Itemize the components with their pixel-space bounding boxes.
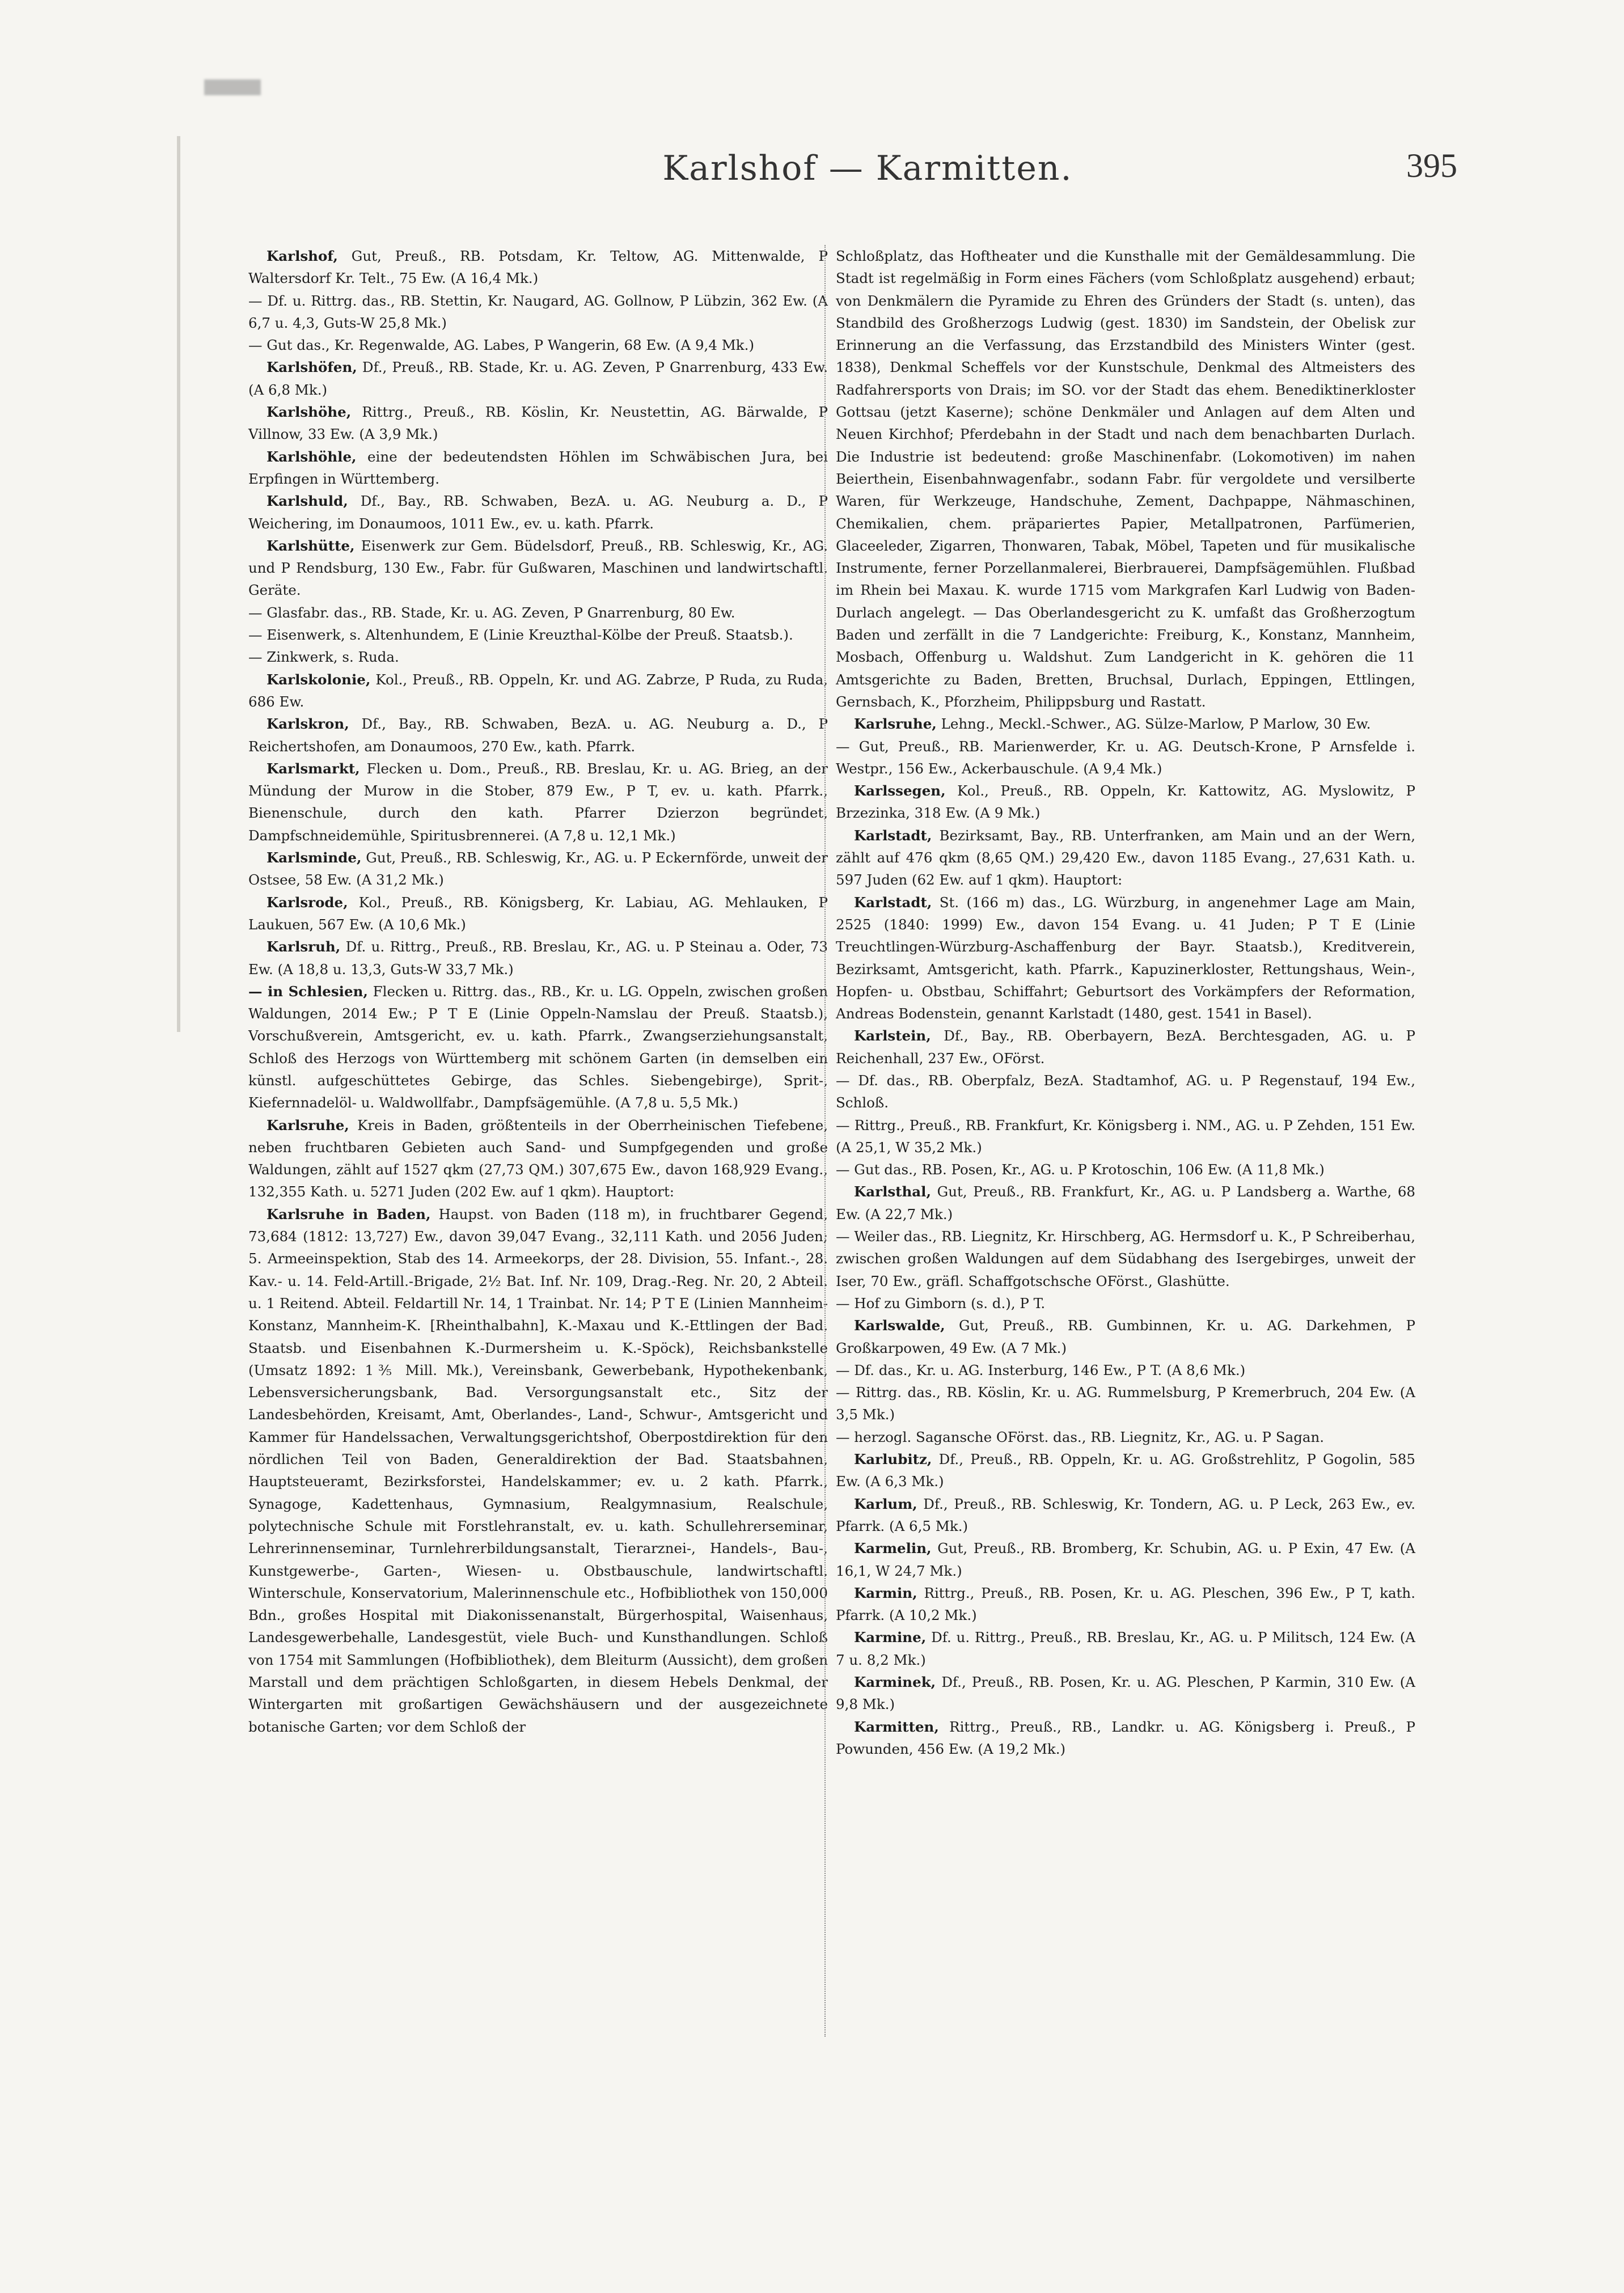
entry-text: Df., Bay., RB. Schwaben, BezA. u. AG. Neuburg a. D., P Weichering, im Donaumoos, 1011 Ew., ev. u. kath. Pfarrk. <box>248 493 828 532</box>
entry-text: — Gut, Preuß., RB. Marienwerder, Kr. u. AG. Deutsch-Krone, P Arnsfelde i. Westpr., 156 Ew., Ackerbauschule. (A 9,4 Mk.) <box>836 738 1415 777</box>
entry-headword: Karlsruhe, <box>854 716 937 733</box>
gazetteer-entry <box>248 1114 828 1203</box>
entry-text: — Rittrg., Preuß., RB. Frankfurt, Kr. Königsberg i. NM., AG. u. P Zehden, 151 Ew. (A 25,1, W 35,2 Mk.) <box>836 1116 1415 1156</box>
entry-text: — herzogl. Sagansche OFörst. das., RB. Liegnitz, Kr., AG. u. P Sagan. <box>836 1428 1325 1445</box>
column-divider <box>824 245 826 2037</box>
gazetteer-entry <box>836 1582 1415 1627</box>
entry-text: Df. u. Rittrg., Preuß., RB. Breslau, Kr., AG. u. P Militsch, 124 Ew. (A 7 u. 8,2 Mk.) <box>836 1629 1415 1668</box>
entry-headword: Karlswalde, <box>854 1317 945 1334</box>
gazetteer-entry <box>248 847 828 891</box>
entry-headword: Karminek, <box>854 1674 936 1690</box>
entry-headword: Karlssegen, <box>854 782 946 799</box>
entry-headword: Karmitten, <box>854 1718 939 1735</box>
entry-headword: Karlsruh, <box>267 938 341 955</box>
entry-headword: — in Schlesien, <box>248 983 368 1000</box>
right-column <box>836 245 1415 1760</box>
entry-text: — Weiler das., RB. Liegnitz, Kr. Hirschberg, AG. Hermsdorf u. K., P Schreiberhau, zwischen großen Waldungen auf dem Südabhang des Isergebirges, unweit der Iser, 70 Ew., gräfl. Schaffgotschsche OFörst., Glashütte. <box>836 1228 1415 1289</box>
entry-text: Haupst. von Baden (118 m), in fruchtbarer Gegend, 73,684 (1812: 13,727) Ew., davon 39,047 Evang., 32,111 Kath. und 2056 Juden; 5. Armeeinspektion, Stab des 14. Armeekorps, der 28. Division, 55. Infant.-, 28. Kav.- u. 14. Feld-Artill.-Brigade, 2½ Bat. Inf. Nr. 109, Drag.-Reg. Nr. 20, 2 Abteil. u. 1 Reitend. Abteil. Feldartill Nr. 14, 1 Trainbat. Nr. 14; P T E (Linien Mannheim-Konstanz, Mannheim-K. [Rheinthalbahn], K.-Maxau und K.-Ettlingen der Bad. Staatsb. und Eisenbahnen K.-Durmersheim u. K.-Spöck), Reichsbankstelle (Umsatz 1892: 1⅗ Mill. Mk.), Vereinsbank, Gewerbebank, Hypothekenbank, Lebensversicherungsbank, Bad. Versorgungsanstalt etc., Sitz der Landesbehörden, Kreisamt, Amt, Oberlandes-, Land-, Schwur-, Amtsgericht und Kammer für Handelssachen, Verwaltungsgerichtshof, Oberpostdirektion für den nördlichen Teil von Baden, Generaldirektion der Bad. Staatsbahnen, Hauptsteueramt, Bezirksforstei, Handelskammer; ev. u. 2 kath. Pfarrk., Synagoge, Kadettenhaus, Gymnasium, Realgymnasium, Realschule, polytechnische Schule mit Forstlehranstalt, ev. u. kath. Schullehrerseminar, Lehrerinnenseminar, Turnlehrerbildungsanstalt, Tierarznei-, Handels-, Bau-, Kunstgewerbe-, Garten-, Wiesen- u. Obstbauschule, landwirtschaftl. Winterschule, Konservatorium, Malerinnenschule etc., Hofbibliothek von 150,000 Bdn., großes Hospital mit Diakonissenanstalt, Bürgerhospital, Waisenhaus, Landesgewerbehalle, Landesgestüt, viele Buch- und Kunsthandlungen. Schloß von 1754 mit Sammlungen (Hofbibliothek), dem Bleiturm (Aussicht), dem großen Marstall und dem prächtigen Schloßgarten, in diesem Hebels Denkmal, der Wintergarten mit großartigen Gewächshäusern und der ausgezeichnete botanische Garten; vor dem Schloß der <box>248 1205 828 1735</box>
gazetteer-entry <box>248 891 828 936</box>
entry-text: Flecken u. Rittrg. das., RB., Kr. u. LG. Oppeln, zwischen großen Waldungen, 2014 Ew.; P T E (Linie Oppeln-Namslau der Preuß. Staatsb.), Vorschußverein, Amtsgericht, ev. u. kath. Pfarrk., Zwangserziehungsanstalt, Schloß des Herzogs von Württemberg mit schönem Garten (in demselben ein künstl. aufgeschüttetes Gebirge, das Schles. Siebengebirge), Sprit-, Kiefernnadelöl- u. Waldwollfabr., Dampfsägemühle. (A 7,8 u. 5,5 Mk.) <box>248 983 828 1111</box>
entry-text: Gut, Preuß., RB. Gumbinnen, Kr. u. AG. Darkehmen, P Großkarpowen, 49 Ew. (A 7 Mk.) <box>836 1317 1415 1356</box>
entry-text: Df., Preuß., RB. Schleswig, Kr. Tondern, AG. u. P Leck, 263 Ew., ev. Pfarrk. (A 6,5 Mk.) <box>836 1495 1415 1534</box>
gazetteer-entry <box>248 535 828 602</box>
gazetteer-entry <box>836 1314 1415 1359</box>
gazetteer-entry <box>248 1203 828 1738</box>
gazetteer-entry <box>836 1181 1415 1225</box>
entry-text: Bezirksamt, Bay., RB. Unterfranken, am Main und an der Wern, zählt auf 476 qkm (8,65 QM.) 29,420 Ew., davon 1185 Evang., 27,631 Kath. u. 597 Juden (62 Ew. auf 1 qkm). Hauptort: <box>836 827 1415 889</box>
scan-smudge <box>204 79 261 95</box>
entry-headword: Karlsrode, <box>267 894 348 911</box>
entry-text: St. (166 m) das., LG. Würzburg, in angenehmer Lage am Main, 2525 (1840: 1999) Ew., davon 154 Evang. u. 41 Juden; P T E (Linie Treuchtlingen-Würzburg-Aschaffenburg der Bayr. Staatsb.), Kreditverein, Bezirksamt, Amtsgericht, kath. Pfarrk., Kapuzinerkloster, Rettungshaus, Wein-, Hopfen- u. Obstbau, Schiffahrt; Geburtsort des Vorkämpfers der Reformation, Andreas Bodenstein, genannt Karlstadt (1480, gest. 1541 in Basel). <box>836 894 1415 1022</box>
gazetteer-entry <box>836 1426 1415 1448</box>
gazetteer-entry <box>836 735 1415 780</box>
entry-headword: Karlubitz, <box>854 1451 932 1468</box>
gazetteer-entry <box>836 891 1415 1025</box>
entry-text: Rittrg., Preuß., RB. Posen, Kr. u. AG. Pleschen, 396 Ew., P T, kath. Pfarrk. (A 10,2 Mk.) <box>836 1584 1415 1624</box>
entry-headword: Karlshöhle, <box>267 448 357 465</box>
entry-text: — Df. u. Rittrg. das., RB. Stettin, Kr. Naugard, AG. Gollnow, P Lübzin, 362 Ew. (A 6,7 u. 4,3, Guts-W 25,8 Mk.) <box>248 292 828 331</box>
entry-text: eine der bedeutendsten Höhlen im Schwäbischen Jura, bei Erpfingen in Württemberg. <box>248 448 828 487</box>
gazetteer-entry <box>836 1158 1415 1181</box>
gazetteer-entry <box>248 646 828 668</box>
entry-headword: Karlum, <box>854 1495 917 1512</box>
entry-headword: Karlsthal, <box>854 1183 932 1200</box>
entry-headword: Karlskolonie, <box>267 671 371 688</box>
entry-text: — Gut das., RB. Posen, Kr., AG. u. P Krotoschin, 106 Ew. (A 11,8 Mk.) <box>836 1161 1325 1178</box>
gazetteer-entry <box>248 245 828 290</box>
entry-text: Kreis in Baden, größtenteils in der Oberrheinischen Tiefebene, neben fruchtbaren Gebieten auch Sand- und Sumpfgegenden und große Waldungen, zählt auf 1527 qkm (27,73 QM.) 307,675 Ew., davon 168,929 Evang., 132,355 Kath. u. 5271 Juden (202 Ew. auf 1 qkm). Hauptort: <box>248 1116 828 1200</box>
entry-text: Df., Preuß., RB. Stade, Kr. u. AG. Zeven, P Gnarrenburg, 433 Ew. (A 6,8 Mk.) <box>248 359 828 398</box>
entry-text: Rittrg., Preuß., RB., Landkr. u. AG. Königsberg i. Preuß., P Powunden, 456 Ew. (A 19,2 Mk.) <box>836 1718 1415 1757</box>
running-title: Karlshof — Karmitten. <box>662 149 1073 188</box>
entry-headword: Karlshuld, <box>267 493 348 510</box>
gazetteer-entry <box>248 602 828 624</box>
gazetteer-entry <box>248 446 828 490</box>
entry-headword: Karlskron, <box>267 716 349 733</box>
entry-text: Kol., Preuß., RB. Oppeln, Kr. und AG. Zabrze, P Ruda, zu Ruda, 686 Ew. <box>248 671 828 710</box>
entry-text: Gut, Preuß., RB. Potsdam, Kr. Teltow, AG. Mittenwalde, P Waltersdorf Kr. Telt., 75 Ew. (A 16,4 Mk.) <box>248 248 828 287</box>
gazetteer-entry <box>248 356 828 401</box>
gazetteer-entry <box>248 758 828 847</box>
entry-text: Df., Preuß., RB. Posen, Kr. u. AG. Pleschen, P Karmin, 310 Ew. (A 9,8 Mk.) <box>836 1674 1415 1713</box>
entry-headword: Karmin, <box>854 1584 917 1601</box>
page-number: 395 <box>1406 147 1457 184</box>
entry-headword: Karlshöhe, <box>267 404 352 421</box>
entry-text: Df., Bay., RB. Schwaben, BezA. u. AG. Neuburg a. D., P Reichertshofen, am Donaumoos, 270 Ew., kath. Pfarrk. <box>248 716 828 755</box>
entry-text: — Rittrg. das., RB. Köslin, Kr. u. AG. Rummelsburg, P Kremerbruch, 204 Ew. (A 3,5 Mk.) <box>836 1384 1415 1423</box>
gazetteer-entry <box>248 490 828 535</box>
entry-text: Gut, Preuß., RB. Frankfurt, Kr., AG. u. P Landsberg a. Warthe, 68 Ew. (A 22,7 Mk.) <box>836 1183 1415 1222</box>
gazetteer-entry <box>836 1292 1415 1314</box>
entry-text: — Df. das., RB. Oberpfalz, BezA. Stadtamhof, AG. u. P Regenstauf, 194 Ew., Schloß. <box>836 1072 1415 1111</box>
gazetteer-entry <box>836 1448 1415 1493</box>
gazetteer-entry <box>836 713 1415 735</box>
scan-margin-line <box>177 136 180 1032</box>
entry-text: Schloßplatz, das Hoftheater und die Kunsthalle mit der Gemäldesammlung. Die Stadt ist regelmäßig in Form eines Fächers (vom Schloßplatz ausgehend) erbaut; von Denkmälern die Pyramide zu Ehren des Gründers der Stadt (s. unten), das Standbild des Großherzogs Ludwig (gest. 1830) im Sandstein, der Obelisk zur Erinnerung an die Verfassung, das Erzstandbild des Ministers Winter (gest. 1838), Denkmal Scheffels vor der Kunstschule, Denkmal des Altmeisters des Radfahrersports von Drais; im SO. vor der Stadt das ehem. Benediktinerkloster Gottsau (jetzt Kaserne); schöne Denkmäler und Anlagen auf dem Alten und Neuen Kirchhof; Pferdebahn in der Stadt und nach dem benachbarten Durlach. Die Industrie ist bedeutend: große Maschinenfabr. (Lokomotiven) im nahen Beierthein, Eisenbahnwagenfabr., sodann Fabr. für vergoldete und versilberte Waren, für Werkzeuge, Handschuhe, Zement, Dachpappe, Nähmaschinen, Chemikalien, chem. präpariertes Papier, Metallpatronen, Parfümerien, Glaceeleder, Zigarren, Thonwaren, Tabak, Möbel, Tapeten und für musikalische Instrumente, ferner Porzellanmalerei, Bierbrauerei, Dampfsägemühlen. Flußbad im Rhein bei Maxau. K. wurde 1715 vom Markgrafen Karl Ludwig von Baden-Durlach angelegt. — Das Oberlandesgericht zu K. umfaßt das Großherzogtum Baden und zerfällt in die 7 Landgerichte: Freiburg, K., Konstanz, Mannheim, Mosbach, Offenburg u. Waldshut. Zum Landgericht in K. gehören die 11 Amtsgerichte zu Baden, Bretten, Bruchsal, Durlach, Eppingen, Ettlingen, Gernsbach, K., Pforzheim, Philippsburg und Rastatt. <box>836 248 1415 710</box>
entry-text: Df. u. Rittrg., Preuß., RB. Breslau, Kr., AG. u. P Steinau a. Oder, 73 Ew. (A 18,8 u. 13,3, Guts-W 33,7 Mk.) <box>248 938 828 978</box>
entry-text: Rittrg., Preuß., RB. Köslin, Kr. Neustettin, AG. Bärwalde, P Villnow, 33 Ew. (A 3,9 Mk.) <box>248 404 828 443</box>
entry-text: Df., Preuß., RB. Oppeln, Kr. u. AG. Großstrehlitz, P Gogolin, 585 Ew. (A 6,3 Mk.) <box>836 1451 1415 1490</box>
entry-text: — Glasfabr. das., RB. Stade, Kr. u. AG. Zeven, P Gnarrenburg, 80 Ew. <box>248 604 735 621</box>
entry-headword: Karlsruhe, <box>267 1116 349 1133</box>
gazetteer-entry <box>836 1626 1415 1671</box>
gazetteer-entry <box>836 824 1415 891</box>
gazetteer-entry <box>836 1537 1415 1582</box>
gazetteer-entry <box>836 1493 1415 1538</box>
entry-text: — Gut das., Kr. Regenwalde, AG. Labes, P Wangerin, 68 Ew. (A 9,4 Mk.) <box>248 337 755 354</box>
gazetteer-entry <box>836 1671 1415 1716</box>
entry-text: Flecken u. Dom., Preuß., RB. Breslau, Kr. u. AG. Brieg, an der Mündung der Murow in die Stober, 879 Ew., P T, ev. u. kath. Pfarrk., Bienenschule, durch den kath. Pfarrer Dzierzon begründet, Dampfschneidemühle, Spiritusbrennerei. (A 7,8 u. 12,1 Mk.) <box>248 760 828 844</box>
gazetteer-entry <box>836 1025 1415 1069</box>
gazetteer-entry <box>836 1716 1415 1761</box>
gazetteer-entry <box>836 1381 1415 1426</box>
entry-text: Kol., Preuß., RB. Oppeln, Kr. Kattowitz, AG. Myslowitz, P Brzezinka, 318 Ew. (A 9 Mk.) <box>836 782 1415 822</box>
gazetteer-entry <box>248 624 828 646</box>
gazetteer-entry <box>248 713 828 758</box>
gazetteer-entry <box>836 1069 1415 1114</box>
entry-headword: Karlshütte, <box>267 537 355 554</box>
entry-text: — Hof zu Gimborn (s. d.), P T. <box>836 1294 1046 1312</box>
gazetteer-entry <box>248 334 828 356</box>
gazetteer-entry <box>248 290 828 335</box>
entry-headword: Karlsmarkt, <box>267 760 360 777</box>
gazetteer-entry <box>248 401 828 446</box>
entry-headword: Karmine, <box>854 1629 927 1646</box>
gazetteer-entry <box>248 936 828 980</box>
entry-text: — Zinkwerk, s. Ruda. <box>248 649 399 666</box>
entry-text: Gut, Preuß., RB. Bromberg, Kr. Schubin, AG. u. P Exin, 47 Ew. (A 16,1, W 24,7 Mk.) <box>836 1540 1415 1579</box>
entry-text: — Df. das., Kr. u. AG. Insterburg, 146 Ew., P T. (A 8,6 Mk.) <box>836 1361 1246 1378</box>
gazetteer-entry <box>836 1114 1415 1159</box>
entry-headword: Karlshöfen, <box>267 359 357 376</box>
entry-headword: Karlsruhe in Baden, <box>267 1205 431 1222</box>
gazetteer-entry <box>248 669 828 713</box>
entry-text: Kol., Preuß., RB. Königsberg, Kr. Labiau, AG. Mehlauken, P Laukuen, 567 Ew. (A 10,6 Mk.) <box>248 894 828 933</box>
gazetteer-entry <box>836 1225 1415 1292</box>
gazetteer-entry <box>836 245 1415 713</box>
entry-text: Eisenwerk zur Gem. Büdelsdorf, Preuß., RB. Schleswig, Kr., AG. und P Rendsburg, 130 Ew., Fabr. für Gußwaren, Maschinen und landwirtschaftl. Geräte. <box>248 537 828 599</box>
entry-text: Gut, Preuß., RB. Schleswig, Kr., AG. u. P Eckernförde, unweit der Ostsee, 58 Ew. (A 31,2 Mk.) <box>248 849 828 889</box>
entry-headword: Karlstadt, <box>854 827 932 844</box>
gazetteer-entry <box>836 1359 1415 1381</box>
entry-text: Df., Bay., RB. Oberbayern, BezA. Berchtesgaden, AG. u. P Reichenhall, 237 Ew., OFörst. <box>836 1027 1415 1067</box>
entry-headword: Karlsminde, <box>267 849 362 866</box>
entry-headword: Karlstein, <box>854 1027 931 1044</box>
entry-text: Lehng., Meckl.-Schwer., AG. Sülze-Marlow, P Marlow, 30 Ew. <box>936 716 1371 733</box>
entry-text: — Eisenwerk, s. Altenhundem, E (Linie Kreuzthal-Kölbe der Preuß. Staatsb.). <box>248 627 793 644</box>
entry-headword: Karlshof, <box>267 248 338 264</box>
gazetteer-entry <box>248 980 828 1114</box>
left-column <box>248 245 828 1738</box>
entry-headword: Karlstadt, <box>854 894 932 911</box>
entry-headword: Karmelin, <box>854 1540 932 1557</box>
gazetteer-entry <box>836 780 1415 824</box>
